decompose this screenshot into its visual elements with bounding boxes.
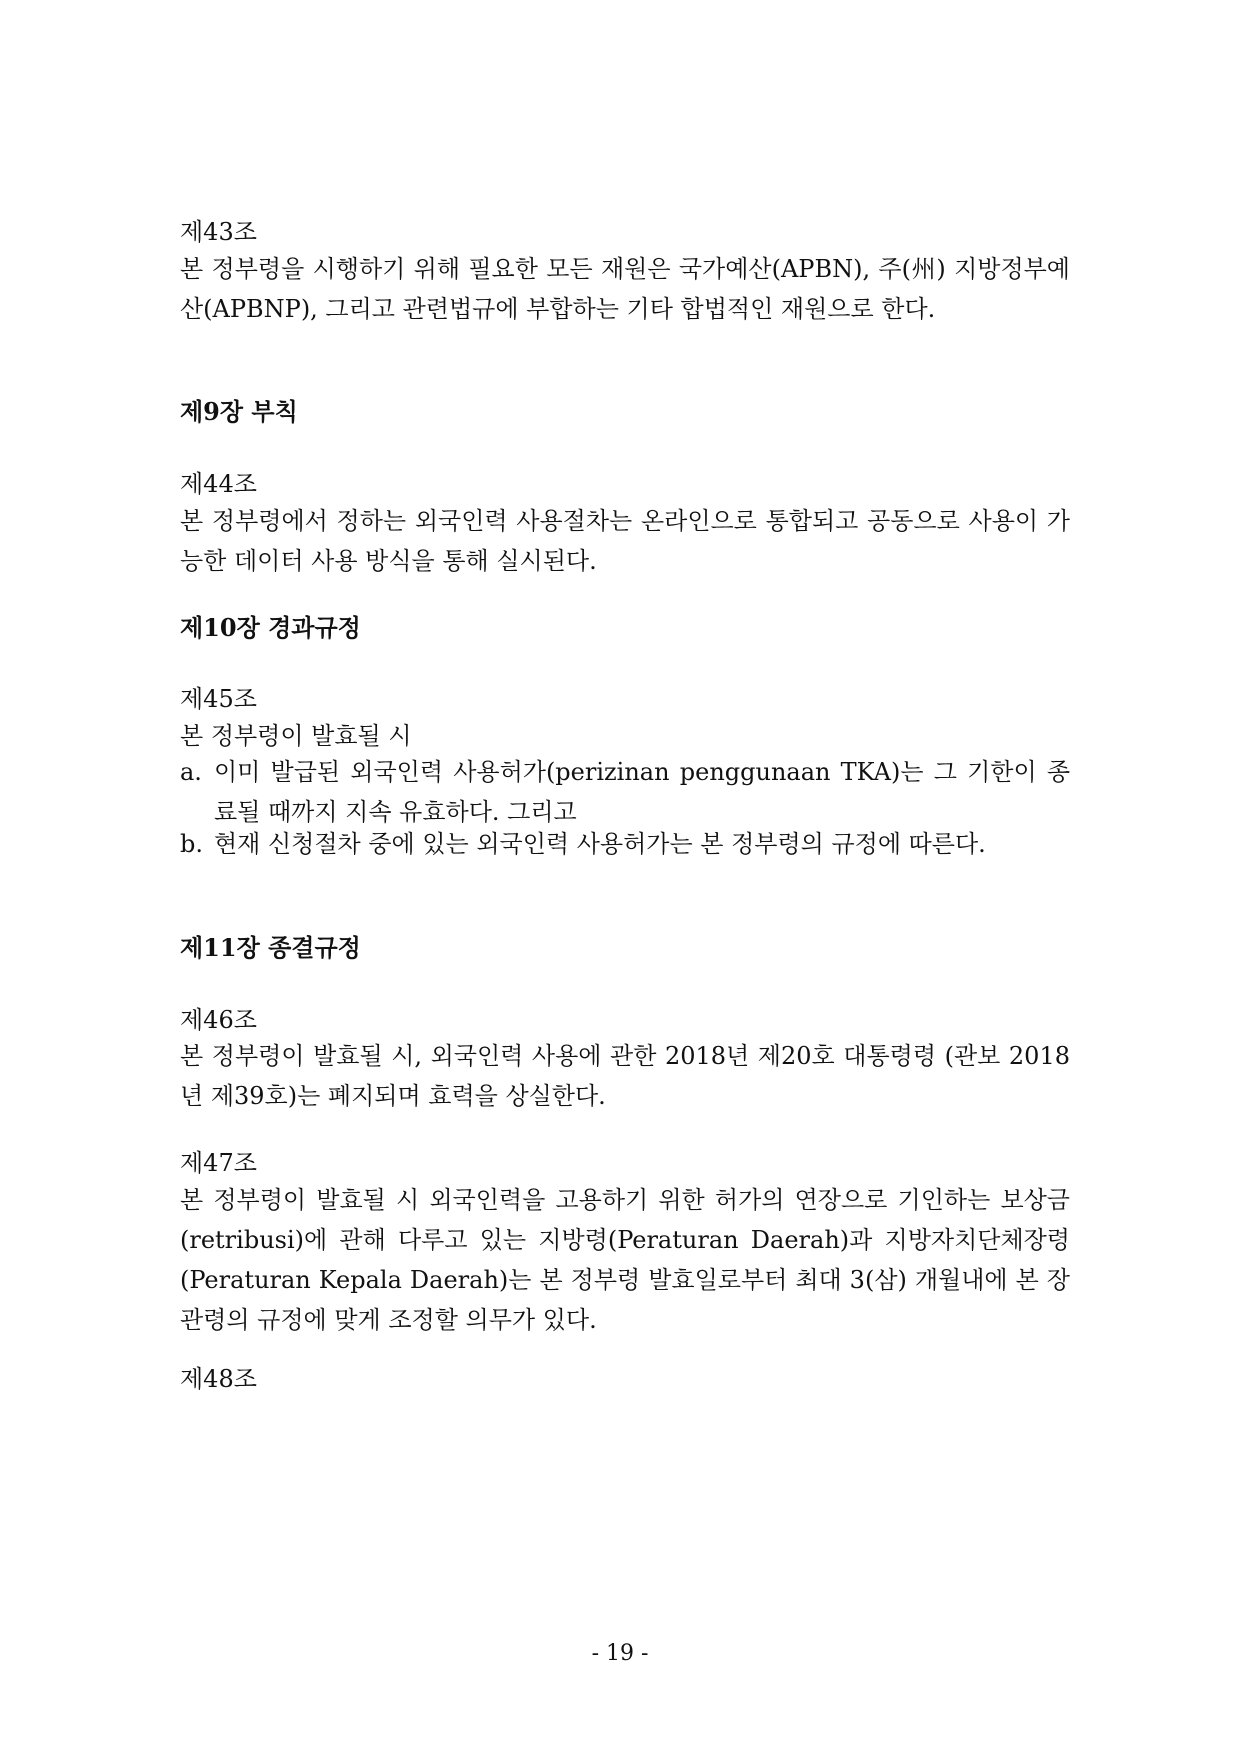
article-45-intro: 본 정부령이 발효될 시 bbox=[180, 722, 412, 750]
article-45-title: 제45조 bbox=[180, 685, 257, 713]
article-47-text: 본 정부령이 발효될 시 외국인력을 고용하기 위한 허가의 연장으로 기인하는 보상금(retribusi)에 관해 다루고 있는 지방령(Peraturan Daerah)과 지방자치단체장령(Peraturan Kepala Daerah)는 본 정부령 발효일로부터 최대 3(삼) 개월내에 본 장관령의 규정에 맞게 조정할 의무가 있다. bbox=[180, 1186, 1070, 1334]
article-47-title: 제47조 bbox=[180, 1149, 257, 1177]
article-46-text: 본 정부령이 발효될 시, 외국인력 사용에 관한 2018년 제20호 대통령령 (관보 2018년 제39호)는 폐지되며 효력을 상실한다. bbox=[180, 1042, 1070, 1110]
article-43-text: 본 정부령을 시행하기 위해 필요한 모든 재원은 국가예산(APBN), 주(州) 지방정부예산(APBNP), 그리고 관련법규에 부합하는 기타 합법적인 재원으로 한다. bbox=[180, 255, 1070, 323]
article-46-title: 제46조 bbox=[180, 1006, 257, 1034]
document-page bbox=[180, 0, 1070, 1753]
chapter-11-heading: 제11장 종결규정 bbox=[180, 933, 361, 962]
article-44-text: 본 정부령에서 정하는 외국인력 사용절차는 온라인으로 통합되고 공동으로 사용이 가능한 데이터 사용 방식을 통해 실시된다. bbox=[180, 507, 1070, 575]
article-44-title: 제44조 bbox=[180, 470, 257, 498]
chapter-10-heading: 제10장 경과규정 bbox=[180, 613, 361, 642]
list-marker-a: a. bbox=[180, 758, 202, 786]
list-item-a bbox=[180, 752, 1070, 832]
chapter-9-heading: 제9장 부칙 bbox=[180, 397, 298, 426]
page-number: - 19 - bbox=[591, 1641, 649, 1666]
article-48-title: 제48조 bbox=[180, 1365, 257, 1393]
list-text-a: 이미 발급된 외국인력 사용허가(perizinan penggunaan TKA)는 그 기한이 종료될 때까지 지속 유효하다. 그리고 bbox=[214, 758, 1070, 826]
article-43-title: 제43조 bbox=[180, 218, 257, 246]
list-marker-b: b. bbox=[180, 830, 203, 858]
list-text-b: 현재 신청절차 중에 있는 외국인력 사용허가는 본 정부령의 규정에 따른다. bbox=[214, 830, 986, 858]
list-item-b bbox=[180, 824, 1070, 864]
